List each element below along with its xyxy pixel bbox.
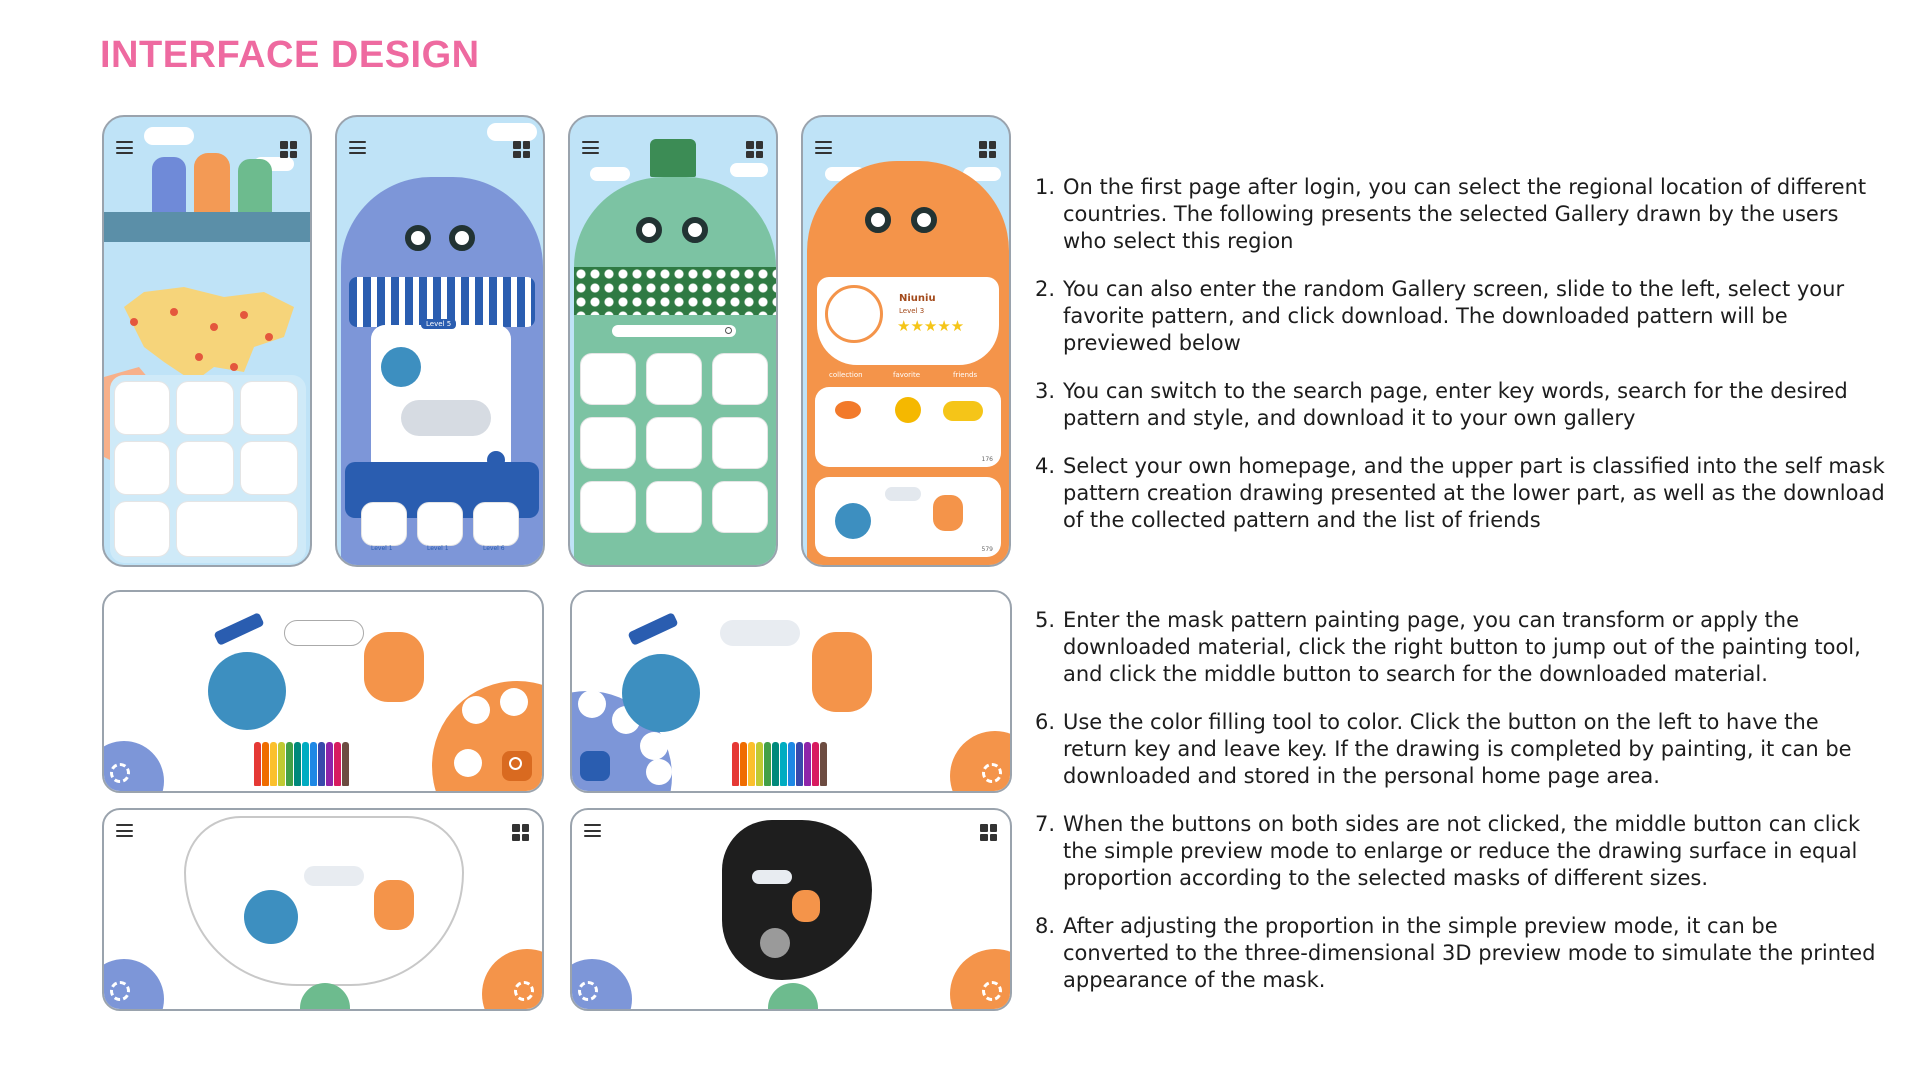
search-result-tile[interactable]: [580, 353, 636, 405]
sun-icon: [895, 397, 921, 423]
description-item: 1. On the first page after login, you can select the regional location of different countries. The following presents the selected Gallery drawn by the users who select this region: [1035, 175, 1867, 253]
astronaut-icon: [933, 495, 963, 531]
brush-tool-button[interactable]: [500, 688, 528, 716]
tab-friends[interactable]: friends: [953, 371, 978, 379]
settings-icon[interactable]: [514, 981, 534, 1001]
search-result-tile[interactable]: [646, 353, 702, 405]
settings-icon[interactable]: [982, 981, 1002, 1001]
item-count: 176: [981, 456, 993, 463]
moon-icon: [760, 928, 790, 958]
planet-icon: [208, 652, 286, 730]
rocket-icon: [752, 870, 792, 884]
rocket-icon: [720, 620, 800, 646]
tab-favorite[interactable]: favorite: [893, 371, 921, 379]
pattern-thumb[interactable]: [473, 502, 519, 546]
planet-icon: [381, 347, 421, 387]
grid-icon[interactable]: [280, 141, 297, 158]
painting-screen: [102, 590, 544, 793]
3d-preview-screen: [570, 808, 1012, 1011]
phone-gallery-screen: [335, 115, 545, 567]
menu-icon[interactable]: [116, 141, 133, 154]
search-result-tile[interactable]: [712, 481, 768, 533]
hat-icon: [650, 139, 696, 177]
exit-button[interactable]: [580, 751, 610, 781]
gallery-tile[interactable]: [114, 381, 170, 435]
trash-button[interactable]: [578, 690, 606, 718]
pencil-tool-button[interactable]: [462, 696, 490, 724]
profile-card: [817, 277, 999, 365]
submarine-icon: [943, 401, 983, 421]
description-item: 2. You can also enter the random Gallery screen, slide to the left, select your favorite pattern, and click download. The downloaded pattern will be previewed below: [1035, 277, 1845, 355]
preview-mode-button[interactable]: [300, 983, 350, 1011]
rocket-icon: [885, 487, 921, 501]
menu-icon[interactable]: [582, 141, 599, 154]
mask-outline: [184, 816, 464, 986]
gallery-tile[interactable]: [240, 381, 298, 435]
search-result-tile[interactable]: [580, 417, 636, 469]
rocket-icon: [284, 620, 364, 646]
rabbit-ears-decoration: [950, 731, 1012, 793]
description-item: 5. Enter the mask pattern painting page, you can transform or apply the downloaded material, click the right button to jump out of the painting tool, and click the middle button to search for the downloaded material.: [1035, 608, 1861, 686]
gallery-panel: [110, 375, 306, 563]
eye-icon: [449, 225, 475, 251]
description-list-bottom: [1035, 607, 1885, 1015]
item-count: 579: [981, 546, 993, 553]
settings-icon[interactable]: [110, 981, 130, 1001]
search-icon: [509, 757, 522, 770]
menu-icon[interactable]: [815, 141, 832, 154]
description-item: 3. You can switch to the search page, enter key words, search for the desired pattern and style, and download it to your own gallery: [1035, 379, 1848, 430]
level-label: Level 1: [371, 545, 393, 552]
menu-icon[interactable]: [349, 141, 366, 154]
level-label: Level 1: [427, 545, 449, 552]
crayon-palette[interactable]: [254, 742, 349, 786]
search-result-tile[interactable]: [712, 417, 768, 469]
search-result-tile[interactable]: [646, 417, 702, 469]
search-material-button[interactable]: [502, 751, 532, 781]
pattern-thumb[interactable]: [361, 502, 407, 546]
drawing-card[interactable]: [815, 477, 1001, 557]
polka-bow: [574, 267, 776, 315]
astronaut-icon: [812, 632, 872, 712]
eye-icon: [682, 217, 708, 243]
settings-icon[interactable]: [110, 763, 130, 783]
airplane-icon: [401, 400, 491, 436]
description-item: 7. When the buttons on both sides are not clicked, the middle button can click the simple preview mode to enlarge or reduce the drawing surface in equal proportion according to the selected masks of different sizes.: [1035, 812, 1861, 890]
download-button[interactable]: [646, 759, 672, 785]
settings-icon[interactable]: [982, 763, 1002, 783]
rabbit-ears-decoration: [482, 949, 544, 1011]
phone-map-screen: [102, 115, 312, 567]
pattern-thumb[interactable]: [417, 502, 463, 546]
rating-stars: ★★★★★: [897, 317, 965, 335]
search-input[interactable]: [612, 325, 736, 337]
fish-icon: [835, 401, 861, 419]
settings-icon[interactable]: [578, 981, 598, 1001]
profile-name: Niuniu: [899, 293, 936, 304]
eye-icon: [911, 207, 937, 233]
telescope-icon: [213, 612, 264, 646]
search-icon[interactable]: [725, 327, 732, 334]
astronaut-icon: [364, 632, 424, 702]
collection-card[interactable]: [815, 387, 1001, 467]
eye-icon: [405, 225, 431, 251]
menu-icon[interactable]: [116, 824, 133, 837]
planet-icon: [244, 890, 298, 944]
grid-icon[interactable]: [746, 141, 763, 158]
planet-icon: [622, 654, 700, 732]
rabbit-ears-decoration: [950, 949, 1012, 1011]
menu-icon[interactable]: [584, 824, 601, 837]
description-item: 6. Use the color filling tool to color. Click the button on the left to have the return key and leave key. If the drawing is completed by painting, it can be downloaded and stored in the personal home page area.: [1035, 710, 1852, 788]
gallery-tile[interactable]: [114, 441, 170, 495]
eraser-tool-button[interactable]: [454, 749, 482, 777]
redo-button[interactable]: [640, 732, 668, 760]
description-item: 8. After adjusting the proportion in the simple preview mode, it can be converted to the three-dimensional 3D preview mode to simulate the printed appearance of the mask.: [1035, 914, 1876, 992]
level-label: Level 6: [483, 545, 505, 552]
description-list-top: [1035, 174, 1885, 555]
featured-pattern-card[interactable]: [371, 320, 511, 475]
planet-icon: [835, 503, 871, 539]
grid-icon[interactable]: [512, 824, 529, 841]
gallery-tile[interactable]: [176, 381, 234, 435]
search-result-tile[interactable]: [712, 353, 768, 405]
gallery-tile[interactable]: [114, 501, 170, 557]
gallery-tile[interactable]: [176, 441, 234, 495]
gallery-tile[interactable]: [176, 501, 298, 557]
search-result-tile[interactable]: [580, 481, 636, 533]
color-filling-screen: [570, 590, 1012, 793]
telescope-icon: [627, 612, 678, 646]
astronaut-icon: [374, 880, 414, 930]
grid-icon[interactable]: [979, 141, 996, 158]
preview-mode-button[interactable]: [768, 983, 818, 1011]
page-title: INTERFACE DESIGN: [100, 34, 480, 76]
profile-level: Level 3: [899, 307, 925, 315]
search-result-tile[interactable]: [646, 481, 702, 533]
grid-icon[interactable]: [513, 141, 530, 158]
eye-icon: [865, 207, 891, 233]
description-item: 4. Select your own homepage, and the upper part is classified into the self mask pattern creation drawing presented at the lower part, as well as the download of the collected pattern and the list of friends: [1035, 454, 1885, 532]
rocket-icon: [304, 866, 364, 886]
grid-icon[interactable]: [980, 824, 997, 841]
gallery-tile[interactable]: [240, 441, 298, 495]
crayon-palette[interactable]: [732, 742, 827, 786]
eye-icon: [636, 217, 662, 243]
tab-collection[interactable]: collection: [829, 371, 863, 379]
phone-home-screen: [801, 115, 1011, 567]
simple-preview-screen: [102, 808, 544, 1011]
phone-search-screen: [568, 115, 778, 567]
level-label: Level 5: [421, 319, 456, 329]
avatar[interactable]: [825, 285, 883, 343]
astronaut-icon: [792, 890, 820, 922]
